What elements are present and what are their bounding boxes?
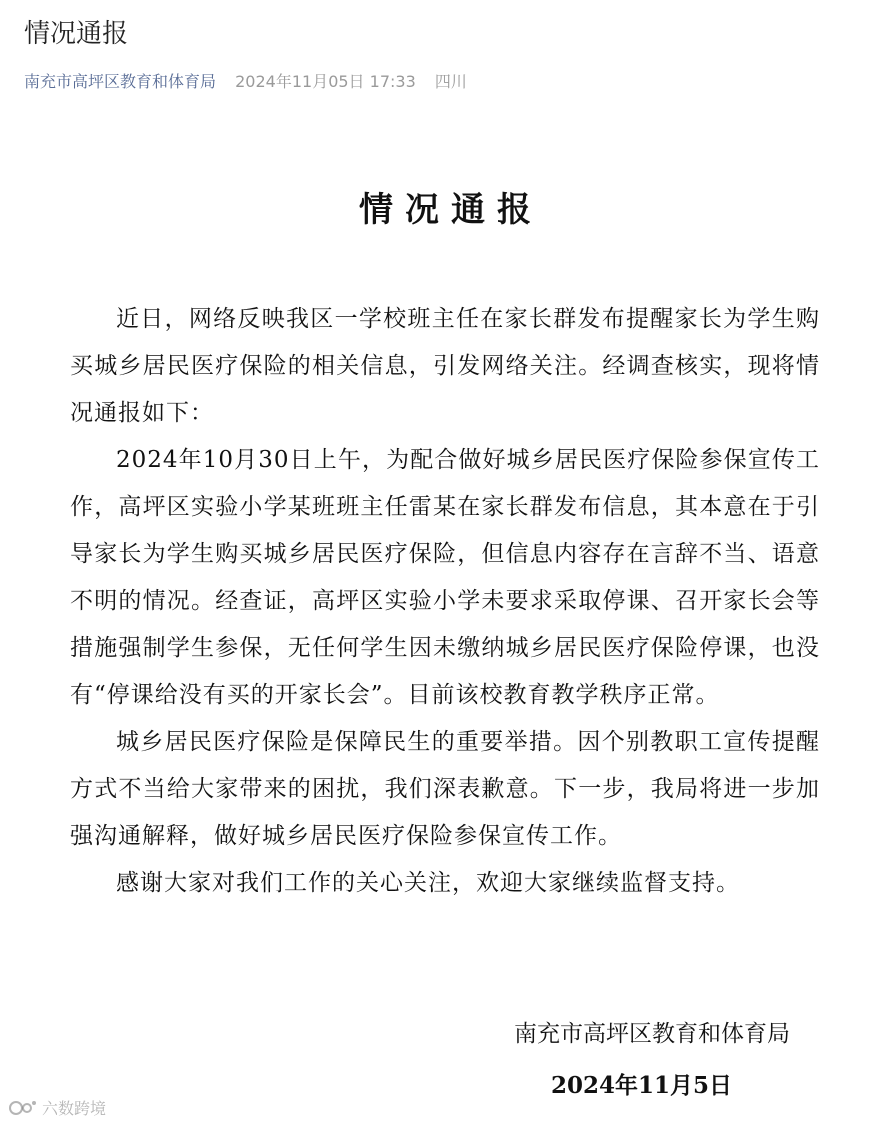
brand-logo-icon [8, 1097, 38, 1119]
article-meta [24, 68, 865, 96]
paragraph-apology: 城乡居民医疗保险是保障民生的重要举措。因个别教职工宣传提醒方式不当给大家带来的困扰，我们深表歉意。下一步，我局将进一步加强沟通解释，做好城乡居民医疗保险参保宣传工作。 [70, 729, 820, 849]
paragraph-thanks: 感谢大家对我们工作的关心关注，欢迎大家继续监督支持。 [116, 870, 740, 896]
notice-document [70, 180, 820, 1099]
document-title: 情况通报 [359, 190, 543, 230]
paragraph-findings: 2024年10月30日上午，为配合做好城乡居民医疗保险参保宣传工作，高坪区实验小学某班班主任雷某在家长群发布信息，其本意在于引导家长为学生购买城乡居民医疗保险，但信息内容存在言辞不当、语意不明的情况。经查证，高坪区实验小学未要求采取停课、召开家长会等措施强制学生参保，无任何学生因未缴纳城乡居民医疗保险停课，也没有“停课给没有买的开家长会”。目前该校教育教学秩序正常。 [70, 447, 820, 708]
source-link[interactable]: 南充市高坪区教育和体育局 [24, 72, 217, 91]
article-header [24, 14, 865, 96]
publish-region: 四川 [434, 72, 467, 91]
watermark [8, 1096, 106, 1119]
signature-block [70, 1008, 790, 1112]
publish-time: 2024年11月05日 17:33 [235, 72, 416, 91]
document-body [70, 296, 820, 907]
paragraph-intro: 近日，网络反映我区一学校班主任在家长群发布提醒家长为学生购买城乡居民医疗保险的相关信息，引发网络关注。经调查核实，现将情况通报如下： [70, 306, 820, 426]
signature-date: 2024年11月5日 [550, 1072, 732, 1099]
watermark-text: 六数跨境 [42, 1099, 107, 1118]
signature-org: 南充市高坪区教育和体育局 [514, 1021, 790, 1047]
article-title: 情况通报 [24, 19, 129, 49]
